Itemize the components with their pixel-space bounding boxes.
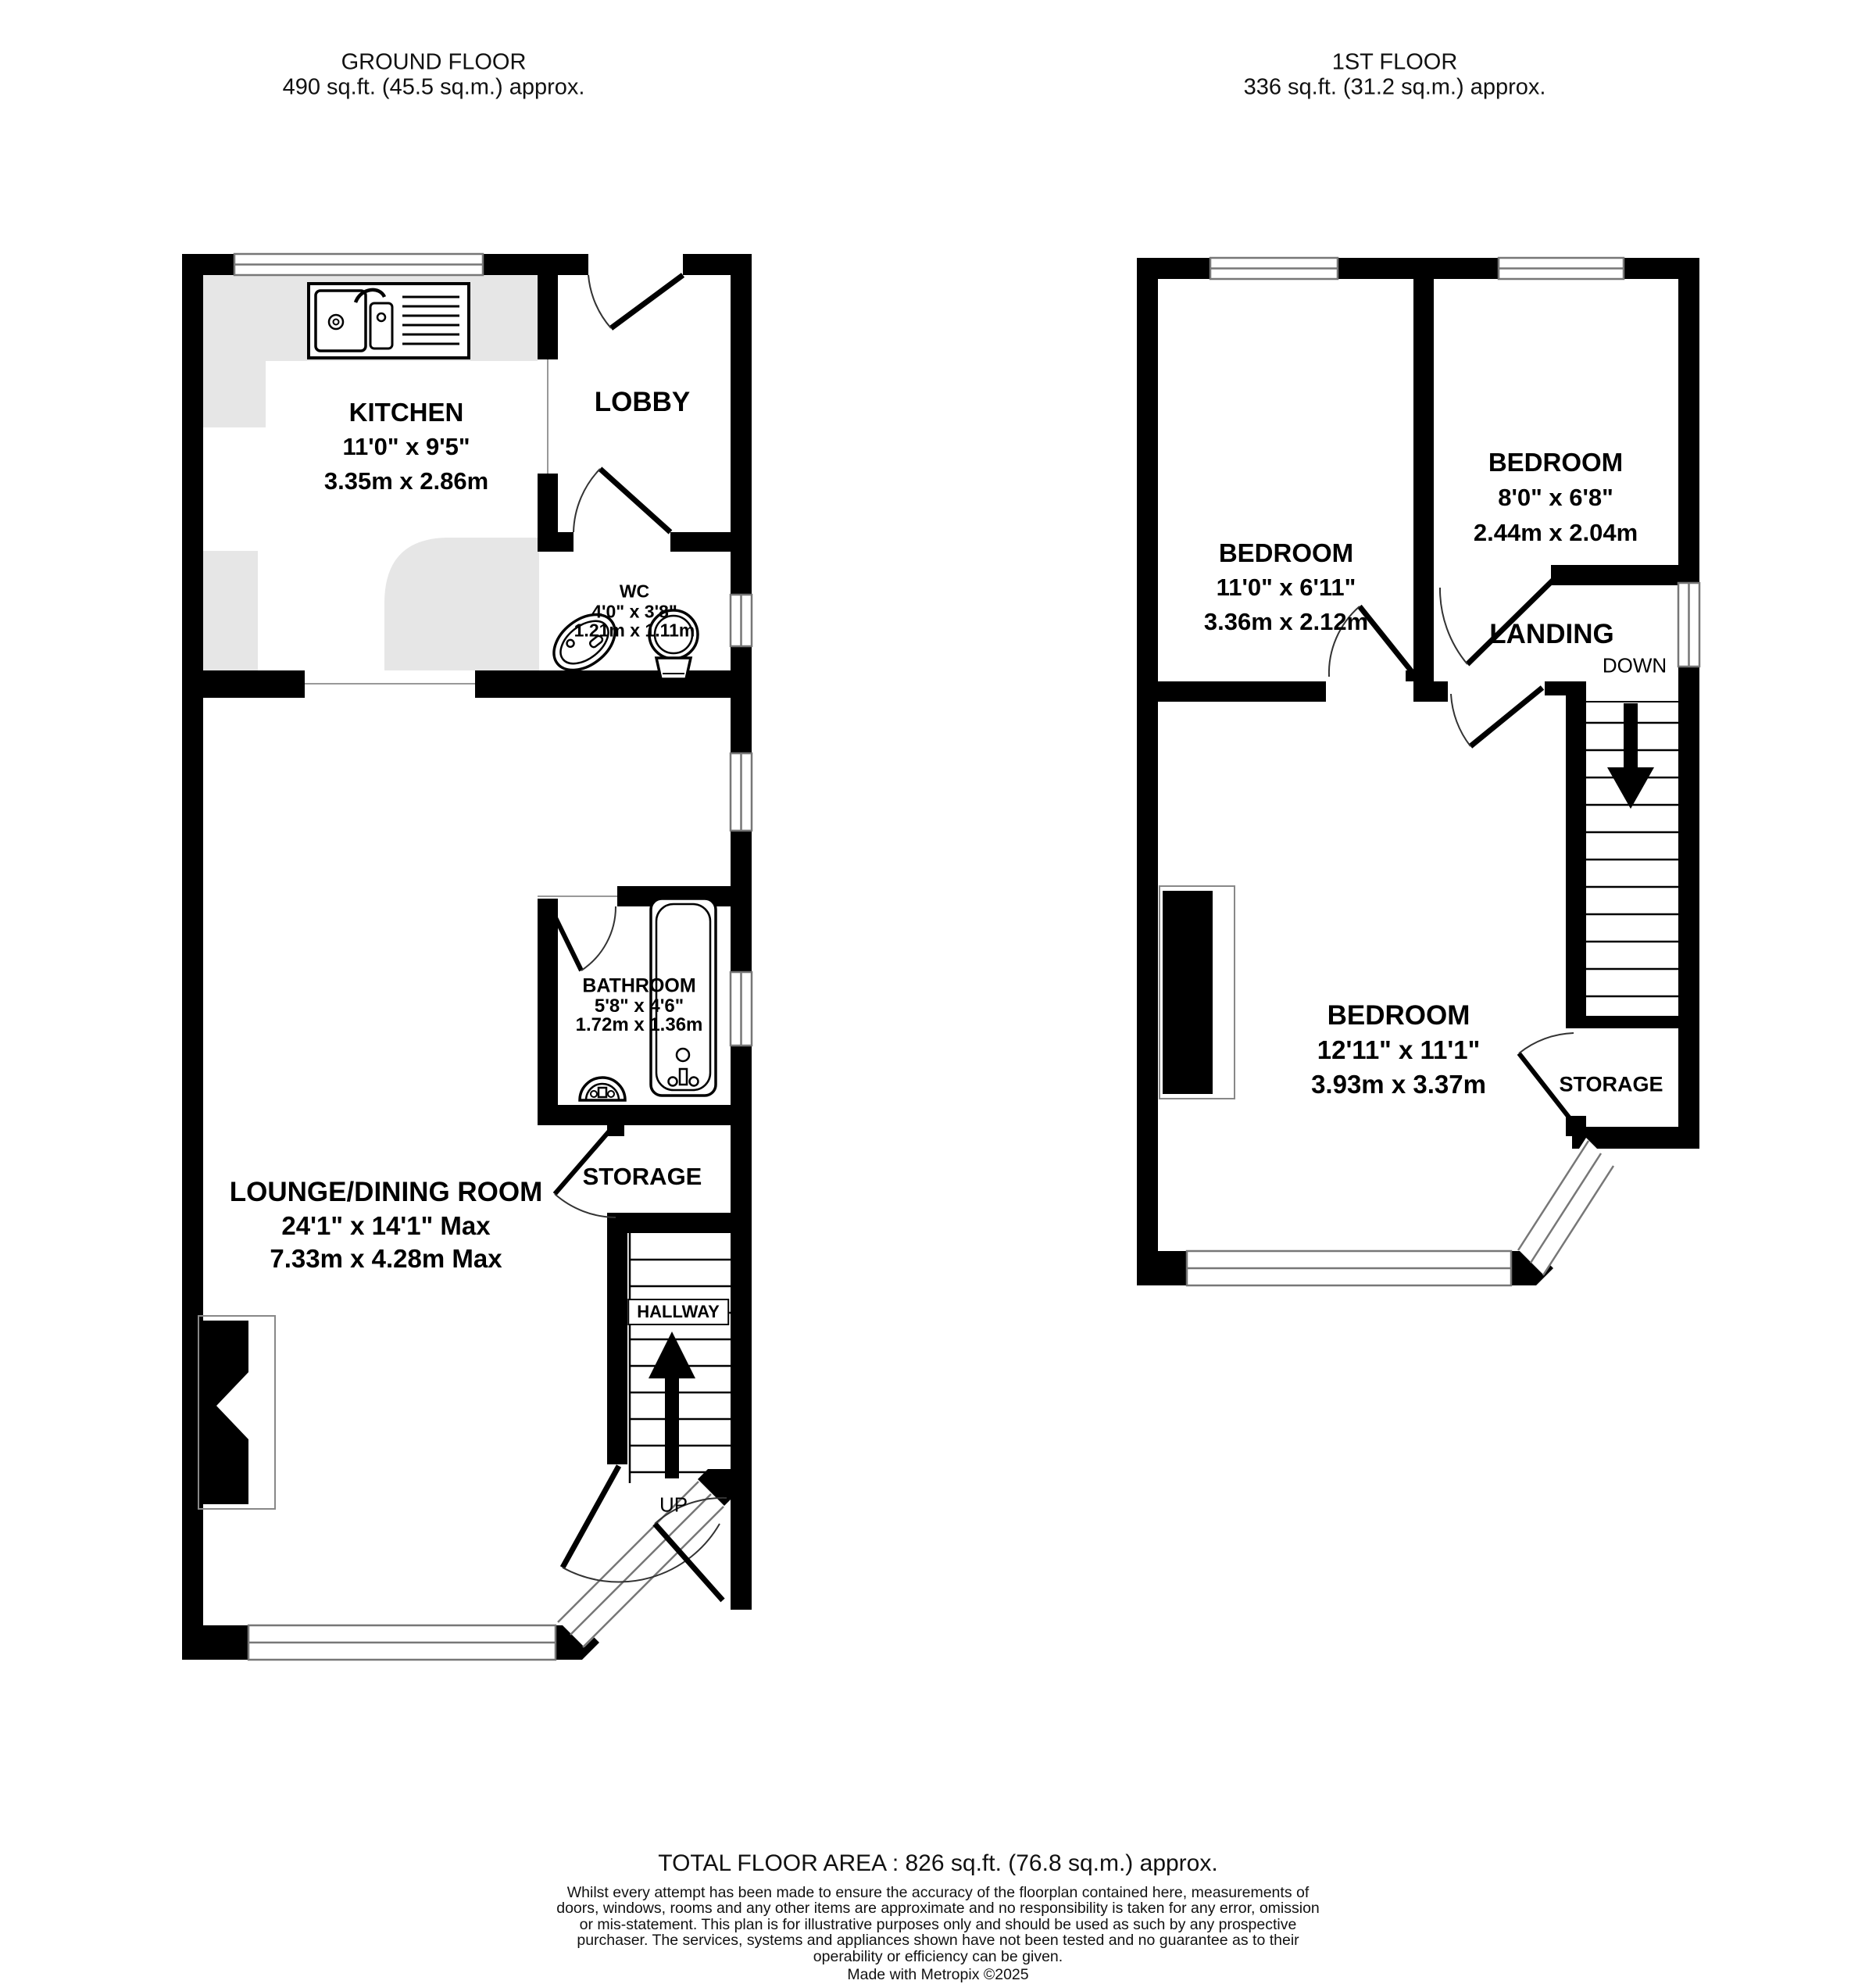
total-floor-area: TOTAL FLOOR AREA : 826 sq.ft. (76.8 sq.m.) approx. (658, 1850, 1218, 1876)
bathroom-window (731, 972, 752, 1046)
back-door (588, 275, 683, 328)
chimney-breast-first (1160, 886, 1235, 1099)
down-label: DOWN (1602, 653, 1667, 677)
kitchen-dims-imperial: 11'0" x 9'5" (342, 433, 470, 460)
landing-label: LANDING (1489, 619, 1614, 649)
bedroom2-dims-metric: 2.44m x 2.04m (1473, 519, 1638, 546)
down-arrow-icon (1607, 703, 1654, 809)
bedroom3-bay-window-angled (1516, 1138, 1614, 1275)
lounge-dims-metric: 7.33m x 4.28m Max (270, 1244, 502, 1273)
bathroom-dims-metric: 1.72m x 1.36m (575, 1014, 703, 1035)
first-floor-area: 336 sq.ft. (31.2 sq.m.) approx. (1243, 74, 1546, 100)
bathroom-basin-icon (580, 1078, 625, 1100)
wc-dims-metric: 1.21m x 1.11m (574, 620, 695, 641)
up-arrow-icon (649, 1332, 695, 1478)
up-label: UP (659, 1492, 688, 1517)
bedroom3-door (1451, 688, 1542, 746)
bathroom-dims-imperial: 5'8" x 4'6" (594, 996, 684, 1017)
wc-door (574, 469, 670, 532)
metropix-credit: Made with Metropix ©2025 (847, 1966, 1029, 1984)
ground-floor-area: 490 sq.ft. (45.5 sq.m.) approx. (282, 74, 585, 100)
lounge-label: LOUNGE/DINING ROOM (229, 1177, 543, 1207)
bedroom3-dims-metric: 3.93m x 3.37m (1311, 1070, 1486, 1099)
bay-window-front (248, 1625, 556, 1660)
wc-window (731, 595, 752, 646)
wc-label: WC (619, 581, 650, 602)
bedroom1-dims-imperial: 11'0" x 6'11" (1216, 574, 1356, 601)
first-floor-plan (1137, 258, 1699, 1285)
first-floor-title: 1ST FLOOR (1331, 49, 1458, 75)
disclaimer-text: Whilst every attempt has been made to ensure the accuracy of the floorplan contained here, measurements of doors, windows, rooms and any other items are approximate and no responsibility is taken for any error, omission or mis-statement. This plan is for illustrative purposes only and should be used as such by any prospective purchaser. The services, systems and appliances shown have not been tested and no guarantee as to their operability or efficiency can be given. (556, 1884, 1320, 1965)
chimney-breast-ground (198, 1316, 275, 1509)
kitchen-window (234, 254, 483, 275)
bedroom1-label: BEDROOM (1218, 538, 1354, 567)
bathroom-label: BATHROOM (582, 974, 696, 997)
bedroom3-dims-imperial: 12'11" x 11'1" (1317, 1035, 1481, 1064)
bedroom3-label: BEDROOM (1327, 1000, 1470, 1031)
ground-floor-title: GROUND FLOOR (341, 49, 527, 75)
bedroom1-dims-metric: 3.36m x 2.12m (1203, 608, 1369, 635)
bedroom2-label: BEDROOM (1488, 448, 1624, 477)
bedroom2-window (1499, 258, 1624, 279)
storage-ground-label: STORAGE (582, 1163, 702, 1190)
hallway-label: HALLWAY (627, 1299, 729, 1325)
lounge-dims-imperial: 24'1" x 14'1" Max (281, 1211, 491, 1240)
lobby-label: LOBBY (594, 387, 691, 417)
bedroom2-dims-imperial: 8'0" x 6'8" (1498, 484, 1613, 511)
landing-window (1678, 583, 1699, 667)
kitchen-dims-metric: 3.35m x 2.86m (323, 467, 489, 495)
bedroom1-window (1210, 258, 1338, 279)
ground-floor-plan (182, 254, 752, 1660)
bay-window-angled (556, 1478, 725, 1647)
wc-dims-imperial: 4'0" x 3'8" (591, 601, 677, 622)
storage-first-label: STORAGE (1559, 1072, 1663, 1096)
kitchen-sink-icon (309, 284, 469, 358)
footer (552, 1850, 1325, 1984)
bedroom3-bay-window (1187, 1251, 1511, 1285)
lounge-side-window (731, 753, 752, 831)
kitchen-label: KITCHEN (348, 398, 464, 427)
